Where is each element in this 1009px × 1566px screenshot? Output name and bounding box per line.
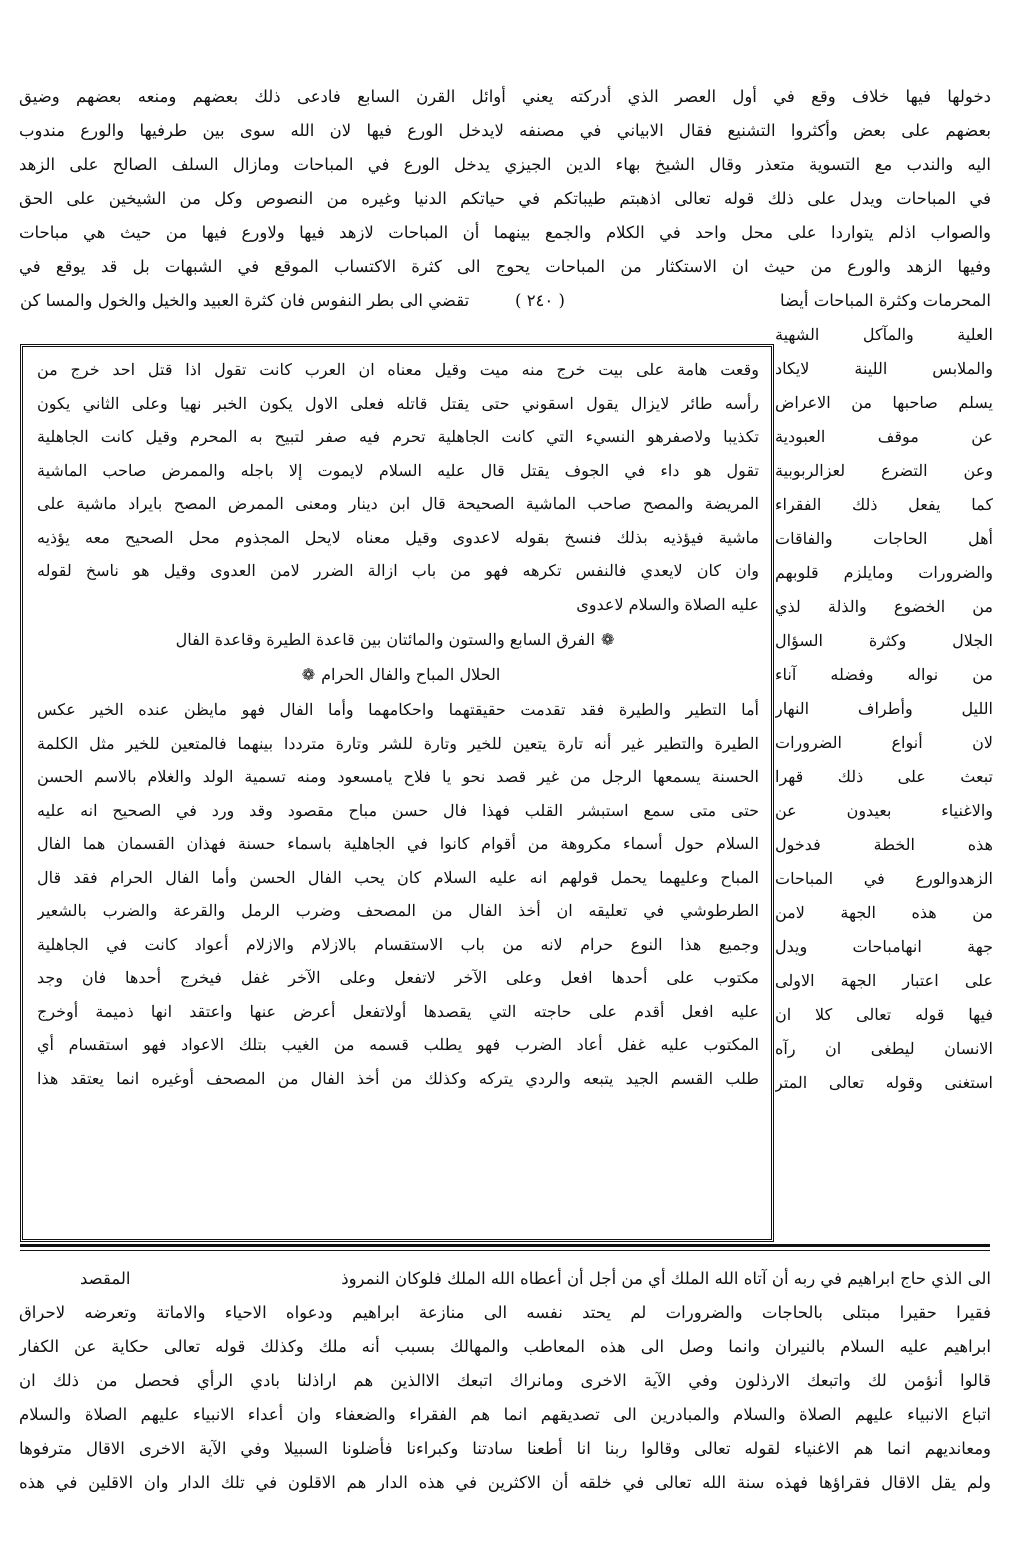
- text-line: في المباحات ويدل على ذلك قوله تعالى اذهبتم طيباتكم في حياتكم الدنيا وغيره من النصوص وكل من الشيخين على الحق: [19, 189, 991, 208]
- side-line: لان أنواع الضرورات: [775, 733, 993, 752]
- side-line: الزهدوالورع في المباحات: [775, 869, 993, 888]
- text-line: بعضهم على بعض وأكثروا التشنيع فقال الابياني في مصنفه لايدخل الورع فيها لان الله سوى بين طرفيها والورع مندوب: [19, 121, 991, 140]
- text-line: المحرمات وكثرة المباحات أيضا: [779, 291, 991, 310]
- text-line: ومعانديهم انما هم الاغنياء لقوله تعالى وقالوا ربنا انا أطعنا سادتنا وكبراءنا فأضلونا السبيلا وفي الآية الاخرى الاقال مترفوها: [19, 1439, 991, 1458]
- text-line: دخولها فيها خلاف وقع في أول العصر الذي أدركته يعني أوائل القرن السابع فادعى ذلك بعضهم ومنعه بعضهم وضيق: [19, 87, 991, 106]
- text-line: أما التطير والطيرة فقد تقدمت حقيقتهما واحكامهما وأما الفال فهو مايظن عنده الخير عكس: [37, 700, 759, 719]
- text-line: المباح وعليهما يحمل قولهم انه عليه السلام كان يحب الفال الحسن وأما الفال الحرام فقد قال: [37, 867, 759, 887]
- side-line: عن موقف العبودية: [775, 427, 993, 446]
- text-line: وقعت هامة على بيت خرج منه ميت وقيل معناه ان العرب كانت تقول اذا قتل احد خرج من: [37, 360, 759, 379]
- side-line: من هذه الجهة لامن: [775, 903, 993, 922]
- section-heading: [37, 623, 759, 657]
- ornament-icon: ❁: [600, 630, 615, 649]
- text-line: تقول هو داء في الجوف يقتل قال عليه السلام لايموت إلا باجله والممرض صاحب الماشية: [37, 460, 759, 480]
- text-line: تكذيبا ولاصفرهو النسيء التي كانت الجاهلية تحرم فيه صفر لتبيح به المحرم وقيل كانت الجاهلية: [37, 427, 759, 446]
- separator-rule: [20, 1250, 990, 1251]
- text-line: قالوا أنؤمن لك واتبعك الارذلون وفي الآية الاخرى ومانراك اتبعك الاالذين هم اراذلنا بادي الرأي فحصل من ذلك ان: [19, 1371, 991, 1390]
- side-line: والملابس اللينة لايكاد: [775, 359, 993, 378]
- text-line: طلب القسم الجيد يتبعه والردي يتركه وكذلك من أخذ الفال من المصحف أوغيره انما يعتقد هذا: [37, 1068, 759, 1088]
- text-line: السلام حول أسماء مكروهة من أقوام كانوا في الجاهلية باسماء حسنة فهذان القسمان هما الفال: [37, 834, 759, 853]
- text-line: ولم يقل الاقال فقراؤها فهذه سنة الله تعالى في خلقه أن الاكثرين في هذه الدار هم الاقلون في تلك الدار وان الاقلين في هذه: [19, 1473, 991, 1492]
- side-line: فيها قوله تعالى كلا ان: [775, 1005, 993, 1024]
- side-line: العلية والمآكل الشهية: [775, 325, 993, 344]
- text-line: وفيها الزهد والورع من حيث ان الاستكثار من المباحات يحوج الى كثرة الاكتساب الموقع في الشبهات بل قد يوقع في: [19, 257, 991, 276]
- side-line: كما يفعل ذلك الفقراء: [775, 495, 993, 514]
- text-line: الطرطوشي في تعليقه ان أخذ الفال من المصحف وضرب الرمل والقرعة والضرب بالشعير: [37, 901, 759, 920]
- section-label: المقصد: [80, 1269, 131, 1288]
- side-line: أهل الحاجات والفاقات: [775, 529, 993, 548]
- side-line: من الخضوع والذلة لذي: [775, 597, 993, 616]
- framed-main-text: [20, 344, 774, 1242]
- side-line: الليل وأطراف النهار: [775, 699, 993, 718]
- text-line: عليه الصلاة والسلام لاعدوى: [576, 594, 759, 614]
- page-number: ( ٢٤٠ ): [515, 291, 565, 310]
- side-line: من نواله وفضله آناء: [775, 665, 993, 684]
- text-line: تقضي الى بطر النفوس فان كثرة العبيد والخيل والخول والمسا كن: [20, 291, 470, 310]
- separator-rule: [20, 1244, 990, 1247]
- text-line: والصواب اذلم يتواردا على محل واحد في الكلام والجمع بينهما أن المباحات لازهد فيها ولاورع فيها من حيث هي مباحات: [19, 223, 991, 242]
- text-line: الطيرة والتطير غير أنه تارة يتعين للخير وتارة للشر وتارة مترددا بينهما فالمتعين للخير مثل الكلمة: [37, 733, 759, 753]
- text-line: ماشية فيؤذيه بذلك فنسخ بقوله لاعدوى وقيل معناه لايحل المجذوم محل الصحيح معه يؤذيه: [37, 527, 759, 547]
- side-line: والاغنياء بعيدون عن: [775, 801, 993, 820]
- side-line: الانسان ليطغى ان رآه: [775, 1039, 993, 1058]
- side-line: الجلال وكثرة السؤال: [775, 631, 993, 650]
- text-line: اتباع الانبياء عليهم الصلاة والسلام والمبادرين الى تصديقهم انما هم الفقراء والضعفاء وان أعداء الانبياء عليهم الصلاة والسلام: [19, 1405, 991, 1424]
- text-line: فقيرا حقيرا مبتلى بالحاجات والضرورات لم يحتد نفسه الى منازعة ابراهيم ودعواه الاحياء والاماتة وتعرضه لاحراق: [19, 1303, 991, 1322]
- text-line: عليه افعل أقدم على حاجته التي يقصدها أولاتفعل أعرض عنها واعتقد انها ذميمة أوخرج: [37, 1001, 759, 1021]
- side-line: تبعث على ذلك قهرا: [775, 767, 993, 786]
- ornament-icon: ❁: [301, 665, 316, 684]
- text-line: المريضة والمصح صاحب الماشية الصحيحة قال ابن دينار ومعنى الممرض المصح بايراد ماشية على: [37, 494, 759, 513]
- side-line: يسلم صاحبها من الاعراض: [775, 393, 993, 412]
- text-line: وجميع هذا النوع حرام لانه من باب الاستقسام بالازلام والازلام أعواد كانت في الجاهلية: [37, 934, 759, 954]
- text-line: المكتوب عليه غفل أعاد الضرب فهو يطلب قسمه من الغيب بتلك الاعواد فهو استقسام أي: [37, 1035, 759, 1054]
- text-line: الحسنة يسمعها الرجل من غير قصد نحو يا فلاح يامسعود ومنه تسمية الولد والغلام بالاسم الحسن: [37, 767, 759, 786]
- heading-text: الحلال المباح والفال الحرام: [321, 665, 501, 684]
- text-line: مكتوب على أحدها افعل وعلى الآخر لاتفعل وعلى الآخر غفل فيخرج أحدها فان وجد: [37, 968, 759, 987]
- side-line: هذه الخطة فدخول: [775, 835, 993, 854]
- text-line: الى الذي حاج ابراهيم في ربه أن آتاه الله الملك أي من أجل أن أعطاه الله الملك فلوكان النمروذ: [341, 1269, 991, 1288]
- side-line: استغنى وقوله تعالى المتر: [775, 1073, 993, 1092]
- text-line: ابراهيم عليه السلام بالنيران وانما وصل الى هذه المعاطب والمهالك بسبب أنه ملك وكذلك قوله تعالى حكاية عن الكفار: [19, 1337, 991, 1356]
- side-line: جهة انهامباحات ويدل: [775, 937, 993, 956]
- text-line: حتى متى سمع استبشر القلب فهذا فال حسن مباح مقصود وقد ورد في الصحيح انه عليه: [37, 800, 759, 820]
- side-line: على اعتبار الجهة الاولى: [775, 971, 993, 990]
- side-line: والضرورات ومايلزم قلوبهم: [775, 563, 993, 582]
- text-line: رأسه طائر لايزال يقول اسقوني حتى يقتل قاتله فعلى الاول يكون الخبر نهيا وعلى الثاني يكون: [37, 393, 759, 413]
- text-line: وان كان لايعدي فالنفس تكرهه فهو من باب ازالة الضرر لامن العدوى وقيل هو ناسخ لقوله: [37, 561, 759, 580]
- heading-text: الفرق السابع والستون والمائتان بين قاعدة الطيرة وقاعدة الفال: [175, 630, 595, 649]
- side-line: وعن التضرع لعزالربوبية: [775, 461, 993, 480]
- section-heading: [37, 658, 759, 692]
- text-line: اليه والندب مع التسوية متعذر وقال الشيخ بهاء الدين الجيزي يدخل الورع في المباحات ومازال السلف الصالح على الزهد: [19, 155, 991, 174]
